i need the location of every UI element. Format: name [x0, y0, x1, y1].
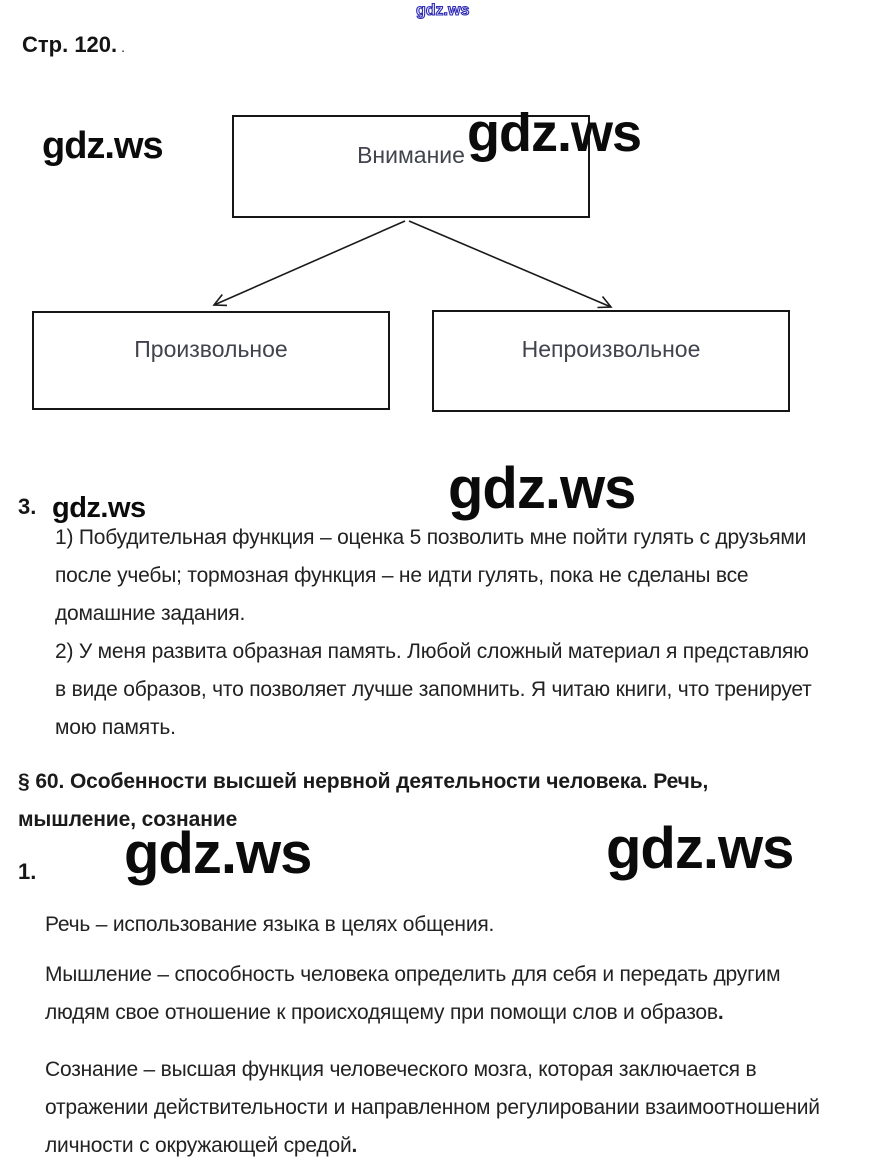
answer-3-line: в виде образов, что позволяет лучше запомнить. Я читаю книги, что тренирует — [55, 678, 812, 701]
page-title-text: Стр. 120. — [22, 32, 118, 57]
watermark-gdzws-center: gdz.ws — [448, 456, 636, 521]
paragraph-thinking-line — [45, 994, 780, 1032]
arrow-right-head — [598, 297, 612, 308]
paragraph-consciousness-line-text: личности с окружающей средой — [45, 1134, 352, 1157]
page-title-trailing-dot: . — [121, 39, 126, 55]
diagram-box-voluntary — [32, 311, 390, 410]
section-60-heading — [18, 763, 708, 839]
answer-1-paragraph-thinking — [45, 956, 780, 1032]
paragraph-consciousness-line: Сознание – высшая функция человеческого мозга, которая заключается в — [45, 1058, 757, 1081]
watermark-gdzws-box-overlay: gdz.ws — [467, 103, 642, 163]
paragraph-thinking-period: . — [717, 1001, 724, 1024]
answer-3-line: домашние задания. — [55, 602, 246, 625]
arrow-left-head — [214, 295, 227, 306]
watermark-gdzws-lower-left: gdz.ws — [124, 821, 312, 886]
diagram-box-involuntary-label: Непроизвольное — [521, 336, 701, 362]
answer-1-paragraph-consciousness — [45, 1051, 820, 1164]
answer-1-paragraph-speech — [45, 906, 494, 944]
watermark-gdzws-lower-right: gdz.ws — [606, 816, 794, 881]
section-60-heading-line2: мышление, сознание — [18, 808, 238, 831]
watermark-gdzws-top-blue: gdz.ws — [416, 2, 470, 19]
paragraph-thinking-line-text: людям свое отношение к происходящему при помощи слов и образов — [45, 1001, 718, 1024]
answer-3-marker: 3. — [18, 494, 37, 519]
answer-1-marker: 1. — [18, 859, 37, 884]
paragraph-consciousness-line: отражении действительности и направленном регулировании взаимоотношений — [45, 1096, 820, 1119]
answer-3-line: после учебы; тормозная функция – не идти гулять, пока не сделаны все — [55, 564, 749, 587]
answer-3-line: 2) У меня развита образная память. Любой сложный материал я представляю — [55, 640, 809, 663]
diagram-box-attention-label: Внимание — [357, 141, 465, 168]
paragraph-speech-line: Речь – использование языка в целях общения. — [45, 913, 495, 936]
arrow-left-line — [214, 221, 405, 305]
page-title — [22, 34, 125, 56]
paragraph-thinking-line: Мышление – способность человека определить для себя и передать другим — [45, 963, 781, 986]
answer-3-line: 1) Побудительная функция – оценка 5 позволить мне пойти гулять с друзьями — [55, 526, 807, 549]
watermark-gdzws-small: gdz.ws — [52, 492, 146, 524]
diagram-box-involuntary — [432, 310, 790, 412]
arrow-right-line — [409, 221, 611, 307]
answer-3-text — [55, 519, 812, 747]
section-60-heading-line1: § 60. Особенности высшей нервной деятельности человека. Речь, — [18, 770, 709, 793]
paragraph-consciousness-period: . — [351, 1134, 358, 1157]
answer-3-line: мою память. — [55, 716, 176, 739]
paragraph-consciousness-line — [45, 1127, 820, 1164]
diagram-box-voluntary-label: Произвольное — [134, 335, 288, 362]
watermark-gdzws-upper-left: gdz.ws — [42, 125, 163, 167]
